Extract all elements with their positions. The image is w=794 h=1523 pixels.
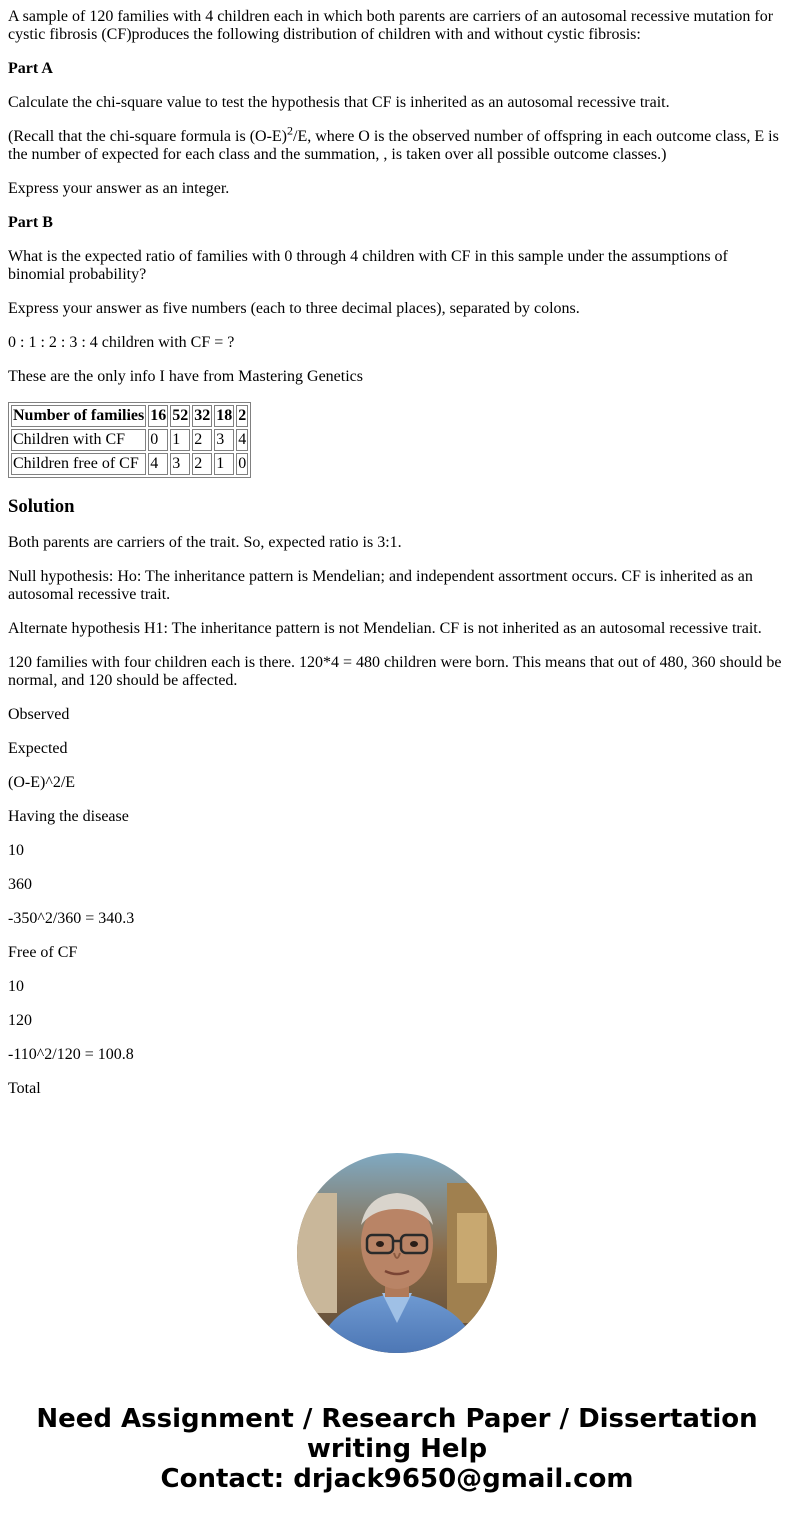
part-b-text: What is the expected ratio of families with 0 through 4 children with CF in this sample under the assumptions of binomial probability? — [8, 248, 728, 283]
promo-line-2: writing Help — [306, 1434, 488, 1464]
solution-line: -110^2/120 = 100.8 — [8, 1046, 134, 1063]
solution-body — [8, 534, 786, 1098]
table-row-label: Number of families — [11, 405, 146, 427]
part-b-ratio: 0 : 1 : 2 : 3 : 4 children with CF = ? — [8, 334, 235, 351]
part-a-express: Express your answer as an integer. — [8, 180, 230, 197]
author-photo-icon — [297, 1153, 497, 1353]
table-cell: 2 — [192, 453, 212, 475]
solution-line: 10 — [8, 842, 24, 859]
table-row — [11, 453, 248, 475]
table-row-label: Children free of CF — [11, 453, 146, 475]
table-cell: 52 — [170, 405, 190, 427]
solution-line: Free of CF — [8, 944, 78, 961]
solution-line: Both parents are carriers of the trait. So, expected ratio is 3:1. — [8, 534, 402, 551]
promo-banner — [0, 1404, 794, 1494]
table-cell: 32 — [192, 405, 212, 427]
part-a-heading: Part A — [8, 60, 53, 77]
solution-line: 120 — [8, 1012, 32, 1029]
family-distribution-table — [8, 402, 251, 478]
solution-line: Null hypothesis: Ho: The inheritance pattern is Mendelian; and independent assortment occurs. CF is inherited as an autosomal recessive trait. — [8, 568, 753, 603]
solution-line: Having the disease — [8, 808, 129, 825]
table-cell: 3 — [214, 429, 234, 451]
table-cell: 4 — [148, 453, 168, 475]
table-cell: 4 — [236, 429, 248, 451]
table-row-label: Children with CF — [11, 429, 146, 451]
part-b-heading: Part B — [8, 214, 53, 231]
solution-line: -350^2/360 = 340.3 — [8, 910, 135, 927]
solution-line: Expected — [8, 740, 68, 757]
part-b-express: Express your answer as five numbers (each to three decimal places), separated by colons. — [8, 300, 580, 317]
table-row — [11, 405, 248, 427]
solution-heading: Solution — [8, 496, 75, 517]
table-row — [11, 429, 248, 451]
solution-line: 120 families with four children each is there. 120*4 = 480 children were born. This means that out of 480, 360 should be normal, and 120 should be affected. — [8, 654, 782, 689]
table-cell: 0 — [236, 453, 248, 475]
solution-line: 360 — [8, 876, 32, 893]
promo-contact: Contact: drjack9650@gmail.com — [160, 1464, 634, 1494]
author-avatar — [297, 1153, 497, 1353]
table-cell: 0 — [148, 429, 168, 451]
table-cell: 16 — [148, 405, 168, 427]
table-cell: 1 — [170, 429, 190, 451]
solution-line: (O-E)^2/E — [8, 774, 76, 791]
table-cell: 2 — [236, 405, 248, 427]
question-note: These are the only info I have from Mastering Genetics — [8, 368, 363, 385]
solution-line: Observed — [8, 706, 70, 723]
solution-line: Total — [8, 1080, 41, 1097]
question-intro: A sample of 120 families with 4 children each in which both parents are carriers of an autosomal recessive mutation for cystic fibrosis (CF)produces the following distribution of children with and without cystic fibrosis: — [8, 8, 774, 43]
table-cell: 18 — [214, 405, 234, 427]
table-cell: 1 — [214, 453, 234, 475]
promo-line-1: Need Assignment / Research Paper / Dissertation — [36, 1404, 758, 1434]
solution-line: Alternate hypothesis H1: The inheritance pattern is not Mendelian. CF is not inherited as an autosomal recessive trait. — [8, 620, 762, 637]
solution-line: 10 — [8, 978, 24, 995]
part-a-text: Calculate the chi-square value to test the hypothesis that CF is inherited as an autosomal recessive trait. — [8, 94, 670, 111]
table-cell: 3 — [170, 453, 190, 475]
chi-square-recall: (Recall that the chi-square formula is $(O-E)^2/E$, where O is the observed number of offspring in each outcome class, E is the number of expected for each class and the summation, , is taken over all possible outcome classes.) — [8, 123, 779, 163]
table-cell: 2 — [192, 429, 212, 451]
document-body — [8, 0, 786, 1114]
